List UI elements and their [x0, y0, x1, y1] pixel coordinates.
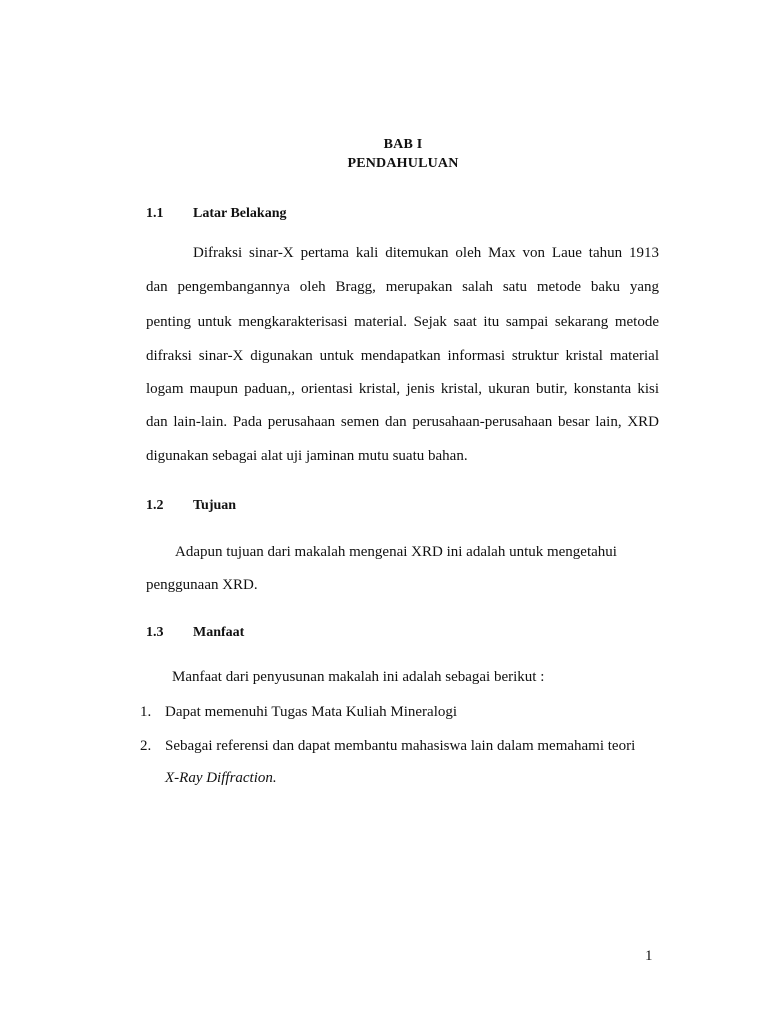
paragraph-line: dan lain-lain. Pada perusahaan semen dan perusahaan-perusahaan besar lain, XRD	[146, 414, 659, 430]
paragraph-line: Manfaat dari penyusunan makalah ini adalah sebagai berikut :	[172, 669, 545, 685]
paragraph-line: penting untuk mengkarakterisasi material. Sejak saat itu sampai sekarang metode	[146, 314, 659, 330]
list-item-number: 1.	[140, 704, 152, 720]
section-title: Latar Belakang	[193, 206, 287, 221]
paragraph-line: difraksi sinar-X digunakan untuk mendapatkan informasi struktur kristal material	[146, 348, 659, 364]
paragraph-line: digunakan sebagai alat uji jaminan mutu suatu bahan.	[146, 448, 468, 464]
section-title: Tujuan	[193, 498, 237, 513]
page-number: 1	[645, 948, 653, 964]
paragraph-line: penggunaan XRD.	[146, 577, 258, 593]
list-item-text: Sebagai referensi dan dapat membantu mahasiswa lain dalam memahami teori	[165, 738, 636, 754]
chapter-title: PENDAHULUAN	[347, 156, 459, 171]
chapter-label: BAB I	[383, 137, 423, 152]
section-number: 1.3	[146, 625, 164, 640]
paragraph-line: Difraksi sinar-X pertama kali ditemukan oleh Max von Laue tahun 1913	[193, 245, 659, 261]
paragraph-line: logam maupun paduan,, orientasi kristal, jenis kristal, ukuran butir, konstanta kisi	[146, 381, 659, 397]
paragraph-line: dan pengembangannya oleh Bragg, merupakan salah satu metode baku yang	[146, 279, 659, 295]
list-item-number: 2.	[140, 738, 152, 754]
list-item-text: Dapat memenuhi Tugas Mata Kuliah Mineralogi	[165, 704, 458, 720]
section-number: 1.2	[146, 498, 164, 513]
section-number: 1.1	[146, 206, 164, 221]
paragraph-line: Adapun tujuan dari makalah mengenai XRD ini adalah untuk mengetahui	[175, 544, 617, 560]
section-title: Manfaat	[193, 625, 245, 640]
list-item-continuation: X-Ray Diffraction.	[165, 770, 277, 786]
